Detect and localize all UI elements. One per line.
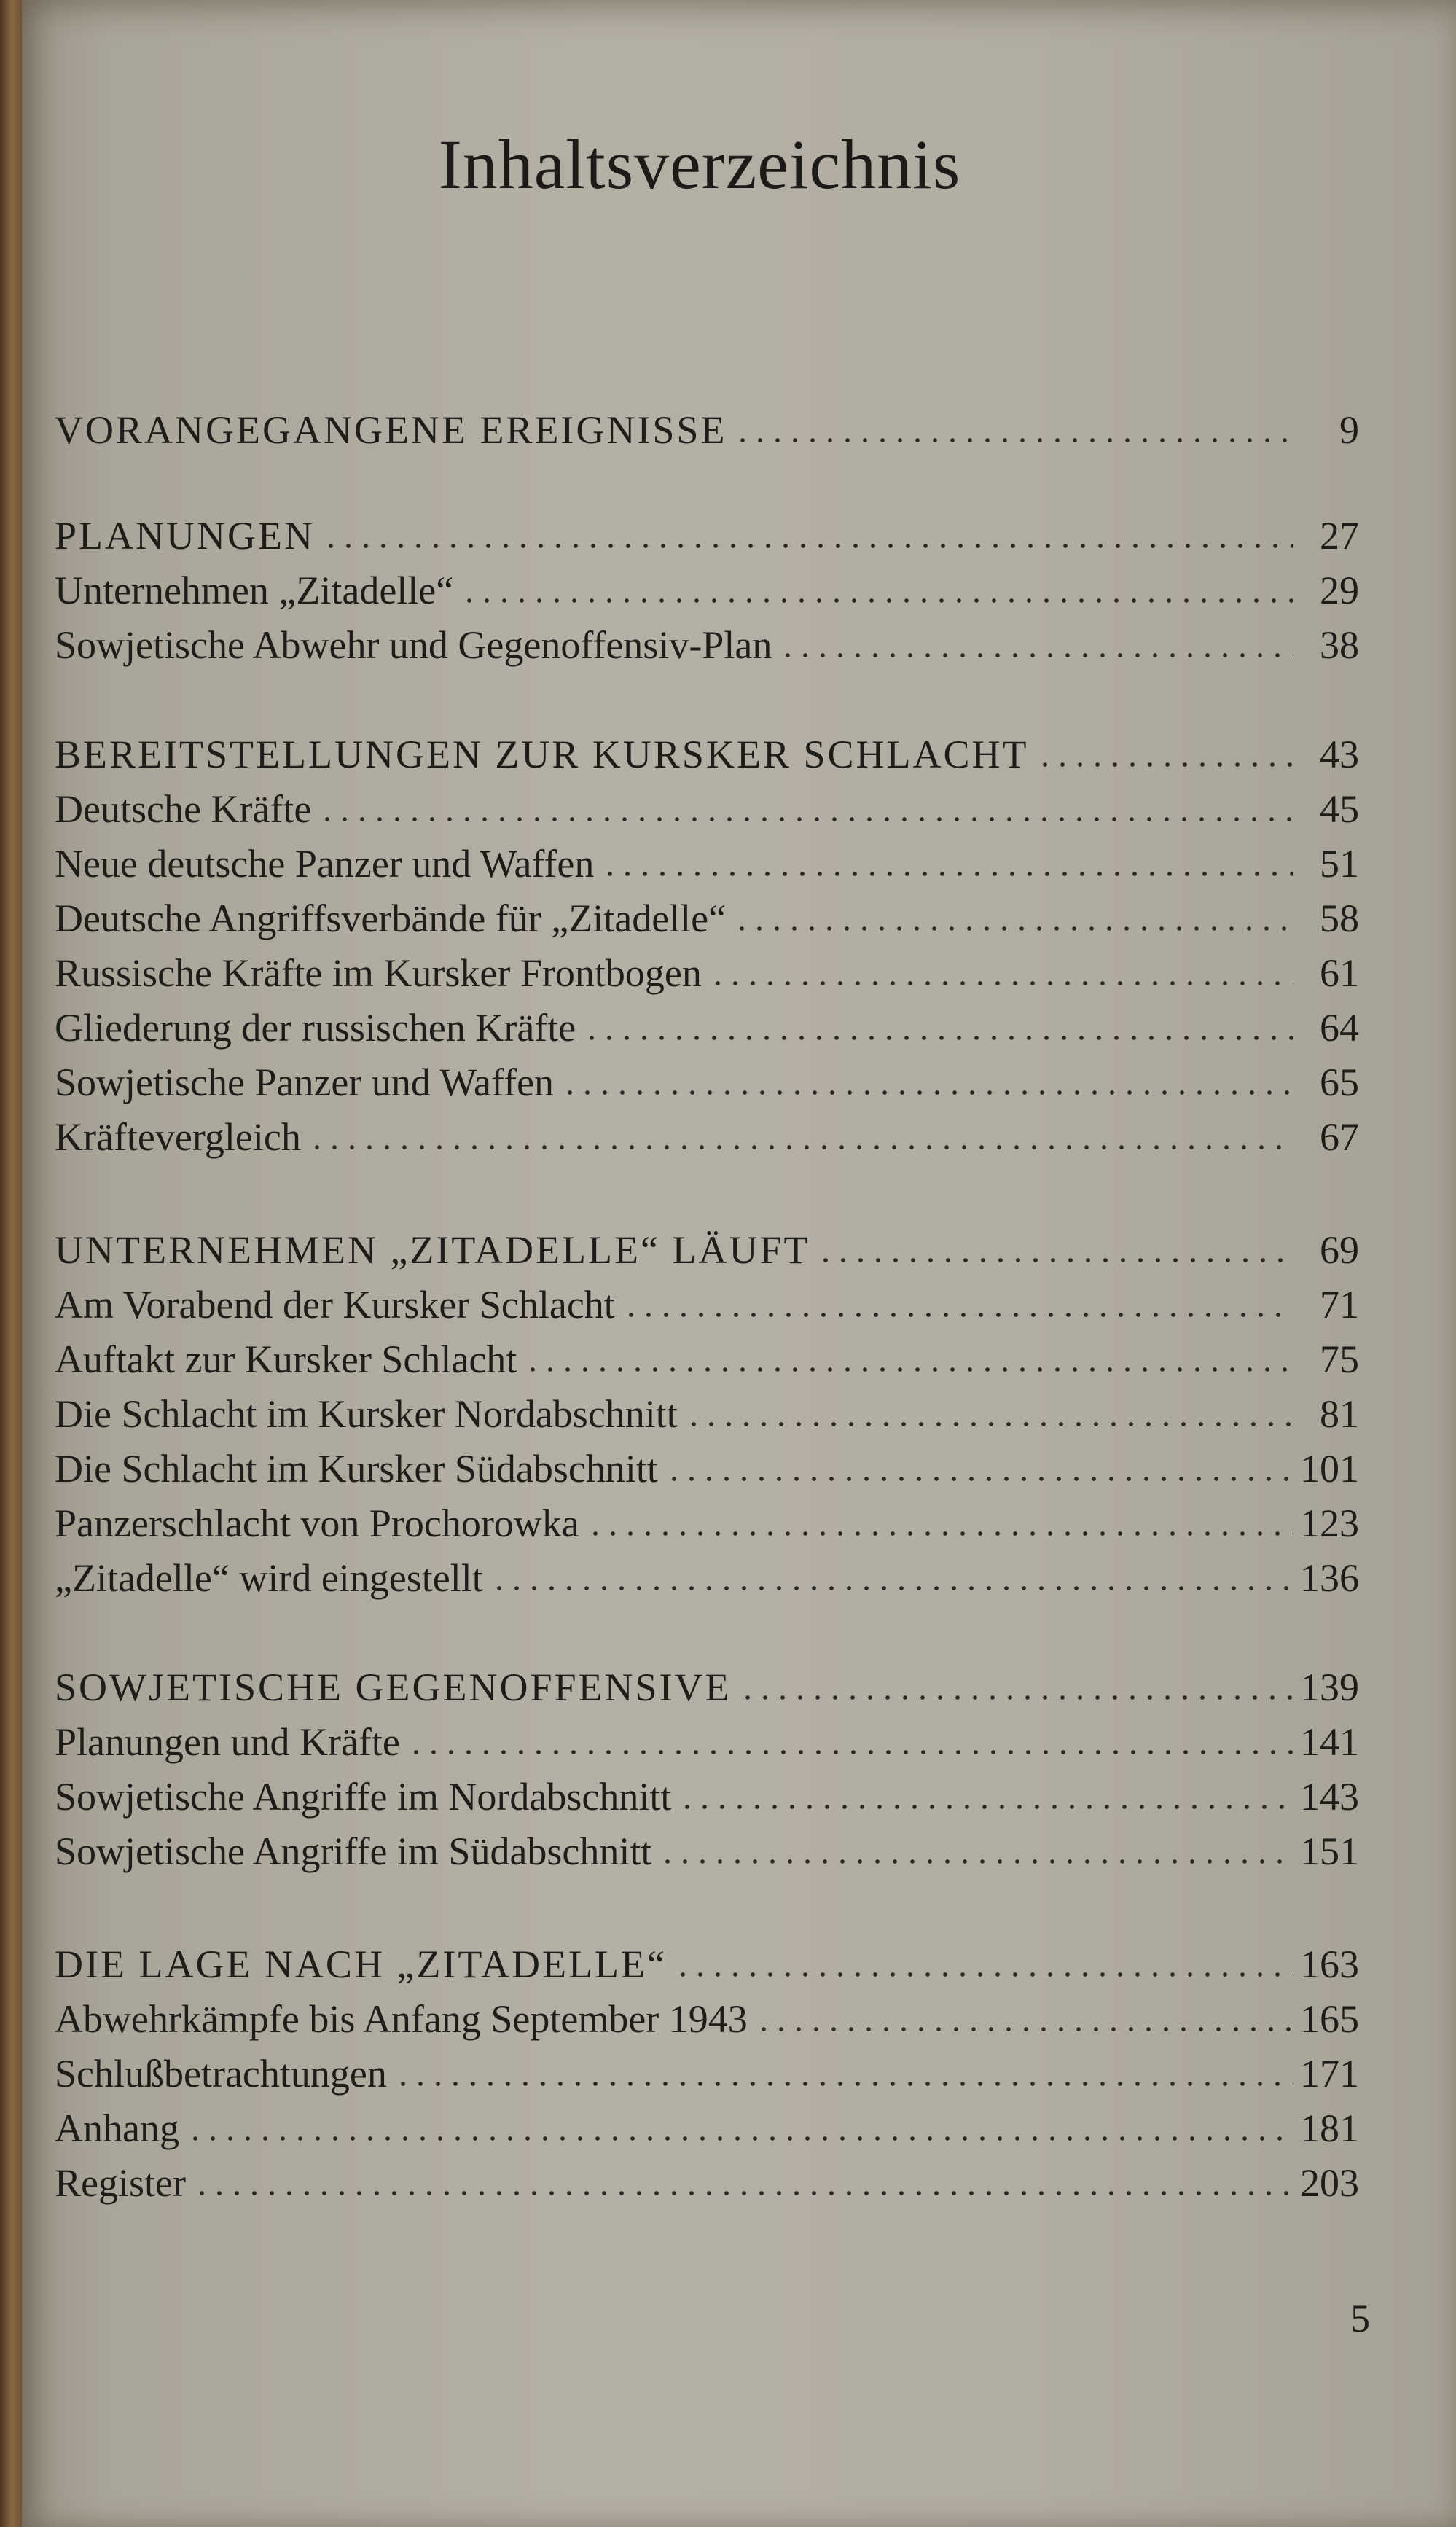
toc-entry-label: Planungen und Kräfte [55,1720,400,1764]
dot-leader [318,816,1293,823]
toc-section-entry [55,1662,1359,1713]
dot-leader [739,1694,1294,1701]
toc-entry-page-number: 203 [1300,2161,1359,2205]
toc-entry [55,838,1359,889]
dot-leader [665,1475,1293,1483]
toc-entry-label: Neue deutsche Panzer und Waffen [55,842,595,886]
toc-entry-label: Abwehrkämpfe bis Anfang September 1943 [55,1997,748,2041]
toc-entry-label: VORANGEGANGENE EREIGNISSE [55,408,727,452]
toc-entry-page-number: 181 [1300,2106,1359,2150]
toc-entry [55,620,1359,671]
dot-leader [659,1858,1293,1865]
toc-section-entry [55,1225,1359,1276]
dot-leader [308,1144,1293,1151]
toc-entry-label: BEREITSTELLUNGEN ZUR KURSKER SCHLACHT [55,733,1029,776]
toc-entry-label: Sowjetische Abwehr und Gegenoffensiv-Plan [55,623,772,667]
toc-entry-page-number: 58 [1320,897,1359,940]
dot-leader [583,1034,1293,1042]
toc-entry-label: Register [55,2161,186,2205]
toc-entry-page-number: 141 [1300,1720,1359,1764]
toc-entry-page-number: 75 [1320,1337,1359,1381]
toc-entry-page-number: 123 [1300,1501,1359,1545]
toc-entry [55,893,1359,944]
dot-leader [561,1089,1293,1096]
dot-leader [733,925,1293,932]
toc-entry [55,784,1359,835]
toc-entry [55,1552,1359,1604]
dot-leader [407,1749,1293,1756]
toc-entry [55,1993,1359,2044]
toc-entry [55,1279,1359,1330]
toc-entry-page-number: 64 [1320,1006,1359,1050]
dot-leader [394,2080,1293,2087]
dot-leader [622,1311,1293,1319]
toc-entry-label: „Zitadelle“ wird eingestellt [55,1556,483,1600]
toc-entry-label: SOWJETISCHE GEGENOFFENSIVE [55,1665,732,1709]
toc-entry-page-number: 27 [1320,514,1359,558]
toc-entry [55,2157,1359,2208]
toc-entry-label: Deutsche Angriffsverbände für „Zitadelle“ [55,897,727,940]
toc-entry-page-number: 81 [1320,1392,1359,1436]
toc-entry-label: Die Schlacht im Kursker Südabschnitt [55,1447,658,1491]
toc-entry-label: Sowjetische Panzer und Waffen [55,1061,554,1104]
toc-entry-label: Schlußbetrachtungen [55,2052,387,2096]
dot-leader [1036,761,1294,768]
toc-entry [55,1389,1359,1440]
toc-entry-label: Deutsche Kräfte [55,787,312,831]
dot-leader [187,2135,1293,2142]
dot-leader [678,1803,1293,1811]
dot-leader [734,437,1293,444]
toc-entry [55,1443,1359,1494]
dot-leader [709,980,1293,987]
toc-entry-page-number: 69 [1320,1228,1359,1272]
toc-entry-page-number: 71 [1320,1283,1359,1327]
dot-leader [322,542,1293,550]
toc-entry-page-number: 9 [1339,408,1359,452]
toc-entry [55,2103,1359,2154]
toc-entry-label: Auftakt zur Kursker Schlacht [55,1337,517,1381]
dot-leader [587,1530,1293,1537]
toc-entry-label: Die Schlacht im Kursker Nordabschnitt [55,1392,678,1436]
page-title: Inhaltsverzeichnis [438,125,961,203]
dot-leader [461,597,1293,604]
toc-entry [55,1716,1359,1768]
dot-leader [601,870,1293,878]
dot-leader [193,2190,1293,2197]
dot-leader [685,1421,1293,1428]
toc-entry-label: Kräftevergleich [55,1115,301,1159]
toc-entry [55,1334,1359,1385]
toc-entry-page-number: 61 [1320,951,1359,995]
toc-section-entry [55,405,1359,456]
toc-entry-label: Gliederung der russischen Kräfte [55,1006,576,1050]
toc-entry-page-number: 171 [1300,2052,1359,2096]
toc-entry-page-number: 43 [1320,733,1359,776]
toc-section-entry [55,729,1359,780]
dot-leader [490,1585,1293,1592]
toc-section-entry [55,1939,1359,1990]
dot-leader [755,2026,1293,2033]
toc-entry [55,1057,1359,1108]
book-page [22,0,1456,2527]
toc-entry-label: Russische Kräfte im Kursker Frontbogen [55,951,702,995]
toc-entry-label: UNTERNEHMEN „ZITADELLE“ LÄUFT [55,1228,810,1272]
toc-entry-label: Unternehmen „Zitadelle“ [55,569,454,612]
toc-entry-page-number: 51 [1320,842,1359,886]
toc-entry-label: PLANUNGEN [55,514,315,558]
toc-entry-page-number: 29 [1320,569,1359,612]
toc-entry-page-number: 143 [1300,1775,1359,1819]
toc-entry [55,1498,1359,1549]
toc-entry-page-number: 38 [1320,623,1359,667]
toc-entry-page-number: 67 [1320,1115,1359,1159]
toc-entry-label: Am Vorabend der Kursker Schlacht [55,1283,615,1327]
dot-leader [817,1257,1293,1264]
toc-entry [55,1826,1359,1877]
page-number: 5 [1350,2297,1370,2340]
toc-entry-page-number: 45 [1320,787,1359,831]
toc-entry-page-number: 65 [1320,1061,1359,1104]
toc-entry-label: Sowjetische Angriffe im Nordabschnitt [55,1775,672,1819]
toc-entry [55,1002,1359,1053]
toc-entry-page-number: 139 [1300,1665,1359,1709]
toc-entry [55,1771,1359,1822]
toc-entry [55,1112,1359,1163]
dot-leader [524,1366,1293,1373]
toc-section-entry [55,510,1359,561]
toc-entry [55,948,1359,999]
toc-entry-label: Sowjetische Angriffe im Südabschnitt [55,1829,652,1873]
toc-entry [55,2048,1359,2099]
toc-entry-page-number: 163 [1300,1942,1359,1986]
toc-entry-page-number: 101 [1300,1447,1359,1491]
toc-entry-label: Anhang [55,2106,179,2150]
toc-entry-label: Panzerschlacht von Prochorowka [55,1501,579,1545]
dot-leader [674,1971,1293,1978]
toc-entry [55,565,1359,616]
toc-entry-page-number: 151 [1300,1829,1359,1873]
toc-entry-page-number: 136 [1300,1556,1359,1600]
toc-entry-page-number: 165 [1300,1997,1359,2041]
dot-leader [779,652,1293,659]
book-spine [0,0,22,2527]
toc-entry-label: DIE LAGE NACH „ZITADELLE“ [55,1942,667,1986]
